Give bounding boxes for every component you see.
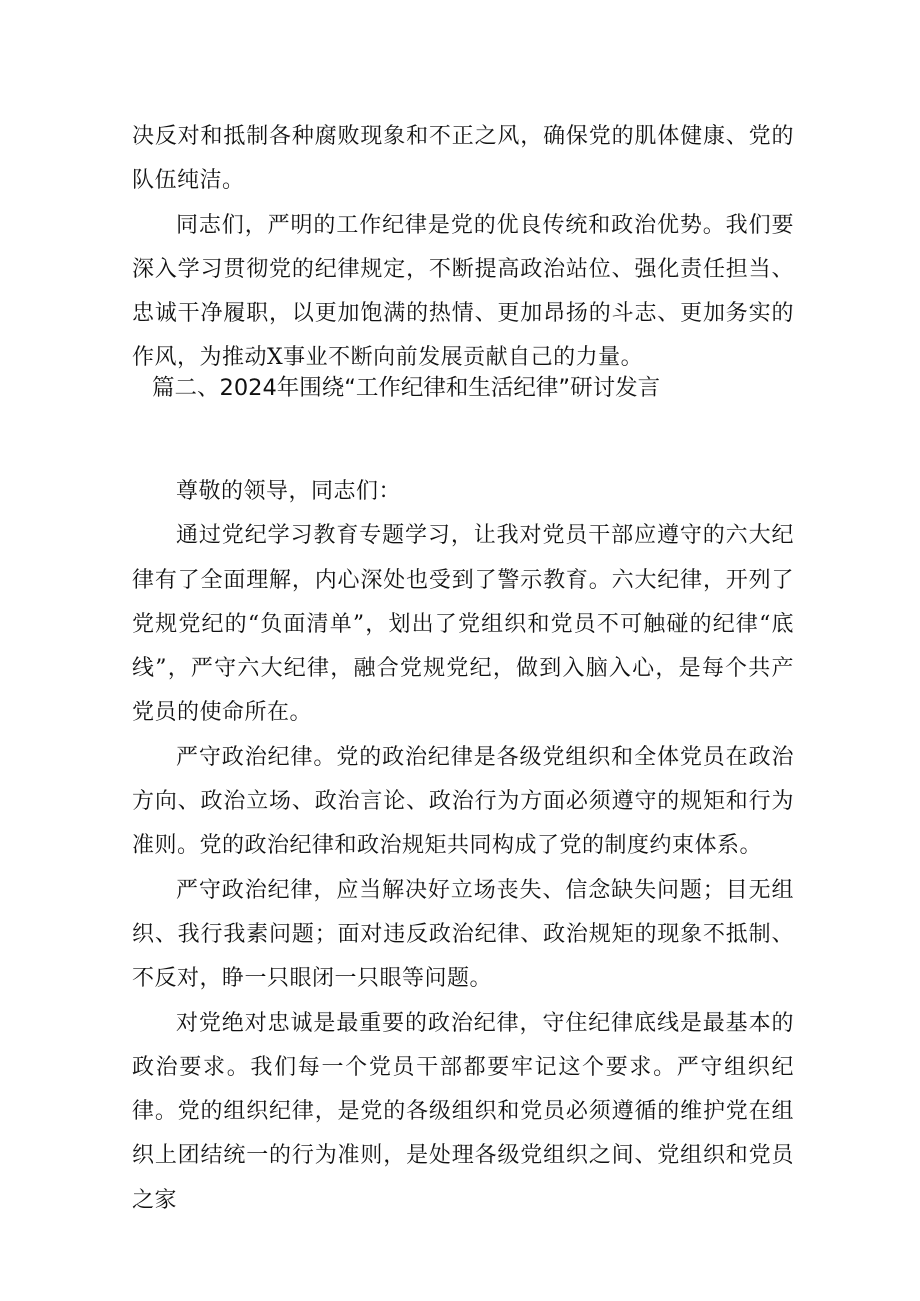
salutation: 尊敬的领导，同志们： bbox=[176, 479, 402, 504]
section-title: 篇二、2024年围绕“工作纪律和生活纪律”研讨发言 bbox=[152, 375, 661, 401]
section2-body bbox=[132, 470, 794, 1223]
paragraph-continuation: 决反对和抵制各种腐败现象和不正之风，确保党的肌体健康、党的队伍纯洁。 bbox=[132, 124, 794, 194]
paragraph-loyalty: 对党绝对忠诚是最重要的政治纪律，守住纪律底线是最基本的政治要求。我们每一个党员干部都要牢记这个要求。严守组织纪律。党的组织纪律，是党的各级组织和党员必须遵循的维护党在组织上团结统一的行为准则，是处理各级党组织之间、党组织和党员之家 bbox=[132, 1010, 794, 1213]
paragraph-closing: 同志们，严明的工作纪律是党的优良传统和政治优势。我们要深入学习贯彻党的纪律规定，不断提高政治站位、强化责任担当、忠诚干净履职，以更加饱满的热情、更加昂扬的斗志、更加务实的作风，为推动X事业不断向前发展贡献自己的力量。 bbox=[132, 212, 794, 371]
paragraph-intro: 通过党纪学习教育专题学习，让我对党员干部应遵守的六大纪律有了全面理解，内心深处也受到了警示教育。六大纪律，开列了党规党纪的“负面清单”，划出了党组织和党员不可触碰的纪律“底线”，严守六大纪律，融合党规党纪，做到入脑入心，是每个共产党员的使命所在。 bbox=[132, 523, 794, 726]
paragraph-political-discipline: 严守政治纪律。党的政治纪律是各级党组织和全体党员在政治方向、政治立场、政治言论、政治行为方面必须遵守的规矩和行为准则。党的政治纪律和政治规矩共同构成了党的制度约束体系。 bbox=[132, 744, 794, 859]
paragraph-problems: 严守政治纪律，应当解决好立场丧失、信念缺失问题；目无组织、我行我素问题；面对违反政治纪律、政治规矩的现象不抵制、不反对，睁一只眼闭一只眼等问题。 bbox=[132, 877, 794, 992]
section1-body bbox=[132, 115, 794, 381]
